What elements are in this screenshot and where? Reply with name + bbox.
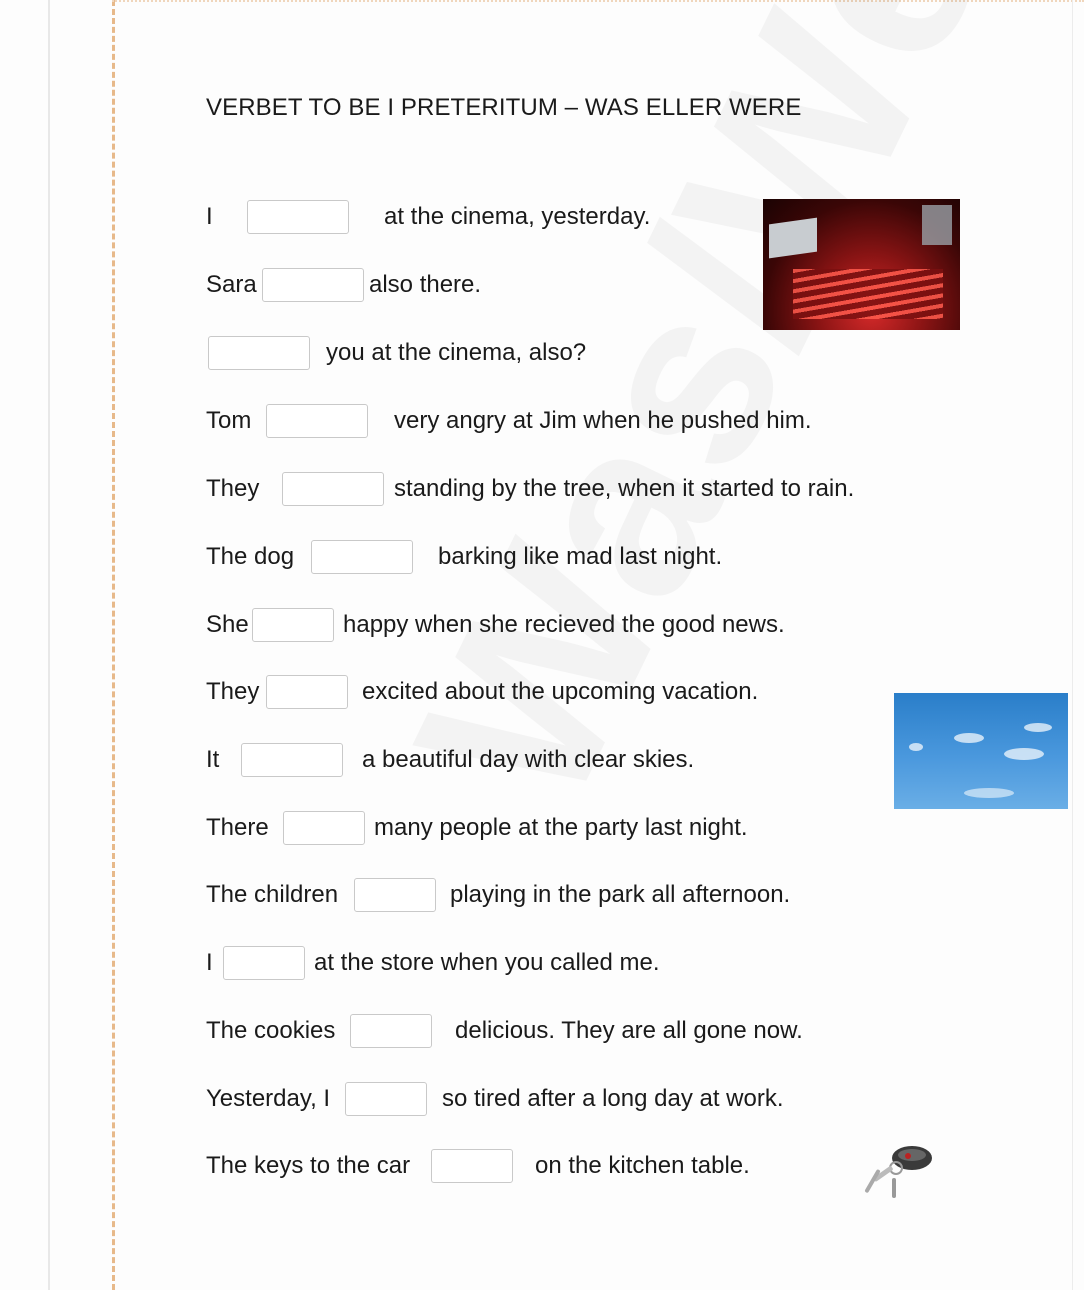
sentence-subject: I — [206, 203, 213, 230]
sentence-subject: They — [206, 475, 260, 502]
sentence-subject: Tom — [206, 407, 252, 434]
top-border — [112, 0, 1084, 2]
cinema-screen — [769, 218, 817, 259]
answer-input[interactable] — [223, 946, 305, 980]
answer-input[interactable] — [282, 472, 384, 506]
answer-input[interactable] — [311, 540, 413, 574]
sentence-subject: The children — [206, 881, 339, 908]
sentence-rest: excited about the upcoming vacation. — [362, 678, 759, 705]
sentence-subject: The dog — [206, 543, 295, 570]
page-edge — [48, 0, 50, 1290]
cloud — [1004, 748, 1044, 760]
sentence-subject: She — [206, 611, 249, 638]
cinema-photo — [763, 199, 960, 330]
page-edge-right — [1072, 0, 1073, 1290]
sentence-rest: you at the cinema, also? — [326, 339, 587, 366]
answer-input[interactable] — [350, 1014, 432, 1048]
sentence-subject: They — [206, 678, 260, 705]
sentence-subject: There — [206, 814, 269, 841]
car-keys-icon — [852, 1138, 936, 1204]
cloud — [964, 788, 1014, 798]
sentence-subject: The cookies — [206, 1017, 336, 1044]
sentence-rest: so tired after a long day at work. — [442, 1085, 784, 1112]
car-keys-photo — [852, 1138, 936, 1204]
sentence-rest: at the cinema, yesterday. — [384, 203, 651, 230]
answer-input[interactable] — [266, 404, 368, 438]
answer-input[interactable] — [266, 675, 348, 709]
cloud — [954, 733, 984, 743]
answer-input[interactable] — [262, 268, 364, 302]
cloud — [1024, 723, 1052, 732]
sentence-subject: The keys to the car — [206, 1152, 411, 1179]
sentence-rest: many people at the party last night. — [374, 814, 748, 841]
sentence-subject: Yesterday, I — [206, 1085, 331, 1112]
answer-input[interactable] — [208, 336, 310, 370]
sentence-subject: Sara — [206, 271, 257, 298]
sentence-rest: at the store when you called me. — [314, 949, 660, 976]
sentence-rest: playing in the park all afternoon. — [450, 881, 791, 908]
margin-line — [112, 0, 115, 1290]
answer-input[interactable] — [252, 608, 334, 642]
sentence-rest: delicious. They are all gone now. — [455, 1017, 803, 1044]
sky-photo — [894, 693, 1068, 809]
answer-input[interactable] — [283, 811, 365, 845]
sentence-subject: It — [206, 746, 220, 773]
sentence-rest: standing by the tree, when it started to rain. — [394, 475, 855, 502]
answer-input[interactable] — [247, 200, 349, 234]
cinema-screen-side — [922, 205, 952, 245]
sentence-rest: barking like mad last night. — [438, 543, 723, 570]
cloud — [909, 743, 923, 751]
sentence-rest: on the kitchen table. — [535, 1152, 750, 1179]
answer-input[interactable] — [241, 743, 343, 777]
sentence-rest: also there. — [369, 271, 482, 298]
answer-input[interactable] — [431, 1149, 513, 1183]
sentence-rest: happy when she recieved the good news. — [343, 611, 785, 638]
answer-input[interactable] — [354, 878, 436, 912]
sentence-rest: a beautiful day with clear skies. — [362, 746, 695, 773]
answer-input[interactable] — [345, 1082, 427, 1116]
cinema-seats — [793, 269, 943, 319]
sentence-subject: I — [206, 949, 213, 976]
sentence-rest: very angry at Jim when he pushed him. — [394, 407, 812, 434]
worksheet-title: VERBET TO BE I PRETERITUM – WAS ELLER WERE — [206, 94, 802, 121]
